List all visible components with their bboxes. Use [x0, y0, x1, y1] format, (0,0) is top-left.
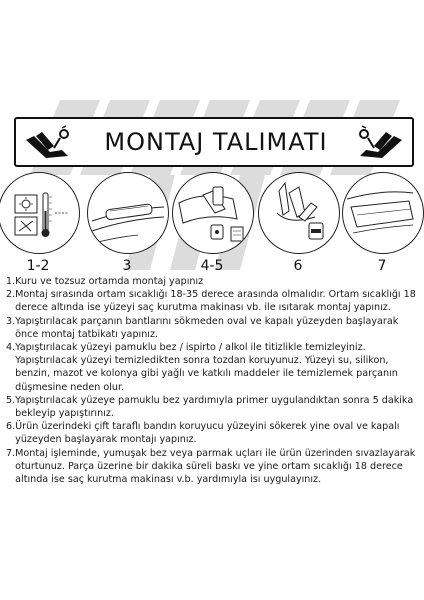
instruction-item: 5. Yapıştırılacak yüzeye pamuklu bez yardımıyla primer uygulandıktan sonra 5 dakika bekleyip yapıştırınız.	[6, 394, 414, 420]
step-illustration-1-2	[0, 172, 80, 254]
instruction-item: 1. Kuru ve tozsuz ortamda montaj yapınız	[6, 276, 204, 287]
step-label-4-5: 4-5	[200, 258, 224, 274]
wrench-hand-icon	[348, 124, 404, 160]
instruction-item: 4. Yapıştırılacak yüzeyi pamuklu bez / ispirto / alkol ile titizlikle temizleyiniz. Yapıştırılacak yüzeyi temizledikten sonra tozdan koruyunuz. Yüzeyi su, silikon, benzin, mazot ve kolonya gibi yağlı ve katkılı maddeler ile temizlemek parçanın düşmesine neden olur.	[6, 342, 398, 393]
page-title: MONTAJ TALIMATI	[104, 128, 328, 156]
peel-tape-icon	[88, 173, 168, 253]
step-illustration-7	[342, 172, 424, 254]
step-label-7: 7	[377, 258, 387, 274]
instruction-item: 2. Montaj sırasında ortam sıcaklığı 18-35 derece arasında olmalıdır. Ortam sıcaklığı 18 derece altında ise yüzeyi saç kurutma makinası vb. ile ısıtarak montaj yapınız.	[6, 289, 416, 314]
clean-surface-icon	[173, 173, 253, 253]
title-banner	[14, 117, 414, 167]
wrench-hand-icon	[24, 124, 80, 160]
primer-application-icon	[259, 173, 339, 253]
step-label-3: 3	[122, 258, 132, 274]
temperature-thermometer-icon	[0, 173, 79, 253]
instruction-list	[6, 275, 420, 486]
step-illustration-6	[258, 172, 340, 254]
step-label-6: 6	[293, 258, 303, 274]
step-label-1-2: 1-2	[26, 258, 50, 274]
step-illustration-3	[87, 172, 169, 254]
instruction-item: 6. Ürün üzerindeki çift taraflı bandın koruyucu yüzeyini sökerek yine oval ve kapalı yüzeyden başlayarak montajı yapınız.	[6, 421, 400, 446]
step-illustration-4-5	[172, 172, 254, 254]
press-apply-icon	[343, 173, 423, 253]
instruction-item: 7. Montaj işleminde, yumuşak bez veya parmak uçları ile ürün üzerinden sıvazlayarak oturtunuz. Parça üzerine bir dakika süreli baskı ve yine ortam sıcaklığı 18 derece altında ise saç kurutma makinası v.b. yardımıyla isı uygulayınız.	[6, 447, 416, 486]
instruction-item: 3. Yapıştırılacak parçanın bantlarını sökmeden oval ve kapalı yüzeyden başlayarak önce montaj tatbikatı yapınız.	[6, 315, 399, 340]
